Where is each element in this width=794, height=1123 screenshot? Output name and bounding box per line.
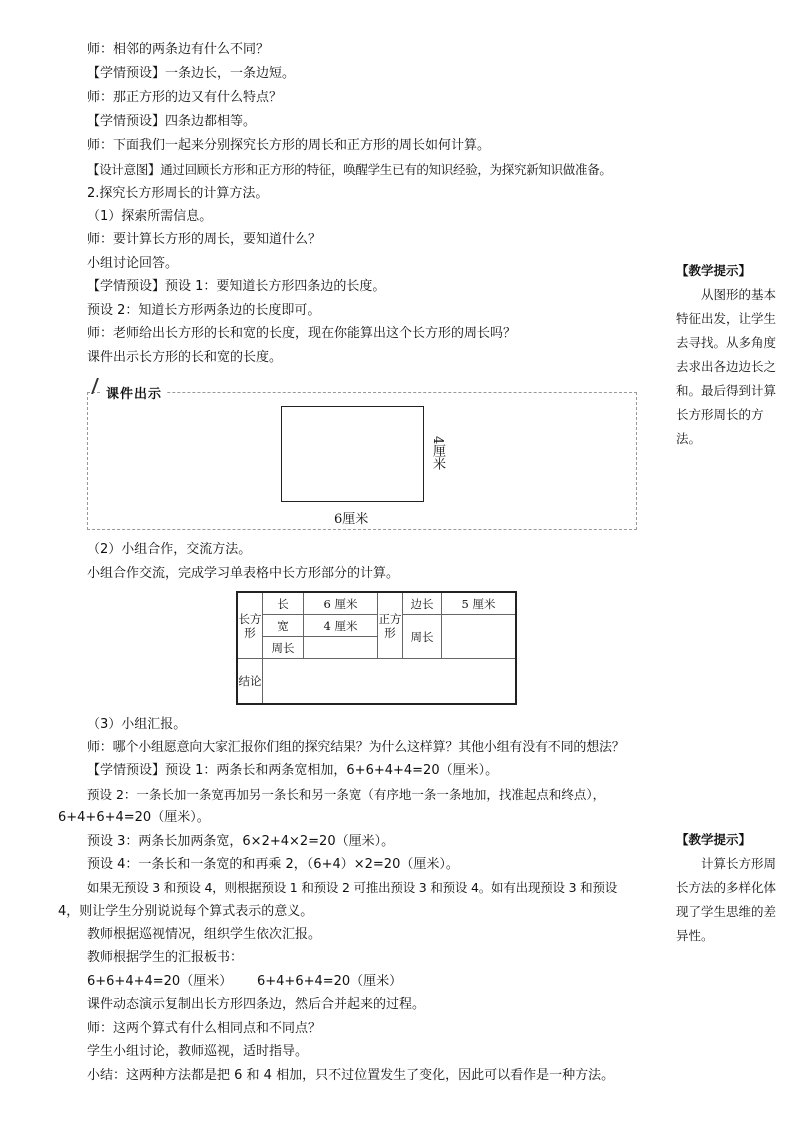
text-line: 师：老师给出长方形的长和宽的长度，现在你能算出这个长方形的周长吗？	[87, 326, 517, 341]
courseware-label: 课件出示	[102, 383, 166, 402]
text-line: 【学情预设】预设 1：两条长和两条宽相加，6+6+4+4=20（厘米）。	[87, 763, 499, 778]
teaching-tip-title: 【教学提示】	[676, 263, 752, 278]
width-label: 宽	[263, 615, 304, 637]
conclusion-label: 结论	[237, 659, 263, 705]
text-line: 小组讨论回答。	[87, 256, 179, 271]
text-line: （1）探索所需信息。	[87, 209, 213, 224]
text-line: 预设 4：一条长和一条宽的和再乘 2，（6+4）×2=20（厘米）。	[87, 857, 459, 872]
length-label: 长	[263, 592, 304, 615]
text-line: 【学情预设】一条边长，一条边短。	[87, 66, 296, 81]
rectangle-figure	[281, 406, 424, 502]
text-line: 小结：这两种方法都是把 6 和 4 相加，只不过位置发生了变化，因此可以看作是一种方法。	[87, 1068, 615, 1083]
rectangle-header: 长方形	[237, 592, 263, 659]
text-line: 教师根据学生的汇报板书：	[87, 950, 244, 965]
text-line: 师：这两个算式有什么相同点和不同点？	[87, 1021, 322, 1036]
side-value: 5 厘米	[442, 592, 517, 615]
text-line: 预设 2：一条长加一条宽再加另一条长和另一条宽（有序地一条一条地加，找准起点和终点），	[87, 787, 606, 802]
text-line: 课件动态演示复制出长方形四条边，然后合并起来的过程。	[87, 997, 426, 1012]
teaching-tip-text: 从图形的基本特征出发，让学生去寻找。从多角度去求出各边边长之和。最后得到计算长方形周长的方法。	[676, 287, 777, 446]
text-line: 【学情预设】四条边都相等。	[87, 114, 257, 129]
conclusion-cell	[263, 659, 517, 705]
length-value: 6 厘米	[304, 592, 378, 615]
rectangle-height-label: 4厘米	[430, 436, 445, 471]
square-header: 正方形	[378, 592, 403, 659]
text-line: 6+4+6+4=20（厘米）。	[58, 810, 210, 825]
worksheet-table	[236, 591, 517, 705]
side-label: 边长	[403, 592, 442, 615]
text-line: 预设 2：知道长方形两条边的长度即可。	[87, 303, 321, 318]
text-line: 教师根据巡视情况，组织学生依次汇报。	[87, 927, 322, 942]
text-line: 师：那正方形的边又有什么特点？	[87, 90, 283, 105]
text-line: 师：相邻的两条边有什么不同？	[87, 42, 270, 57]
text-line: 如果无预设 3 和预设 4，则根据预设 1 和预设 2 可推出预设 3 和预设 4。如有出现预设 3 和预设	[87, 880, 618, 895]
text-line: 4，则让学生分别说说每个算式表示的意义。	[58, 904, 314, 919]
section-heading: 2.探究长方形周长的计算方法。	[87, 186, 269, 201]
teaching-tip	[676, 828, 776, 948]
text-line: 课件出示长方形的长和宽的长度。	[87, 350, 283, 365]
text-line: 预设 3：两条长加两条宽，6×2+4×2=20（厘米）。	[87, 834, 395, 849]
teaching-tip-text: 计算长方形周长方法的多样化体现了学生思维的差异性。	[676, 856, 777, 943]
text-line: 小组合作交流，完成学习单表格中长方形部分的计算。	[87, 566, 400, 581]
text-line: 师：下面我们一起来分别探究长方形的周长和正方形的周长如何计算。	[87, 138, 491, 153]
rectangle-width-label: 6厘米	[334, 512, 369, 527]
text-line: 师：哪个小组愿意向大家汇报你们组的探究结果？为什么这样算？其他小组有没有不同的想法？	[87, 740, 625, 755]
text-line: 师：要计算长方形的周长，要知道什么？	[87, 232, 322, 247]
text-line: （3）小组汇报。	[87, 717, 187, 732]
text-line: 6+6+4+4=20（厘米） 6+4+6+4=20（厘米）	[87, 974, 403, 989]
perimeter-label: 周长	[263, 637, 304, 659]
teaching-tip-title: 【教学提示】	[676, 832, 752, 847]
text-line: 学生小组讨论，教师巡视，适时指导。	[87, 1044, 309, 1059]
width-value: 4 厘米	[304, 615, 378, 637]
text-line: （2）小组合作，交流方法。	[87, 542, 252, 557]
square-perimeter-label: 周长	[403, 615, 442, 659]
teaching-tip	[676, 259, 776, 451]
text-line: 【设计意图】通过回顾长方形和正方形的特征，唤醒学生已有的知识经验，为探究新知识做准备。	[87, 162, 612, 177]
perimeter-cell	[304, 637, 378, 659]
text-line: 【学情预设】预设 1：要知道长方形四条边的长度。	[87, 279, 386, 294]
square-perimeter-cell	[442, 615, 517, 659]
